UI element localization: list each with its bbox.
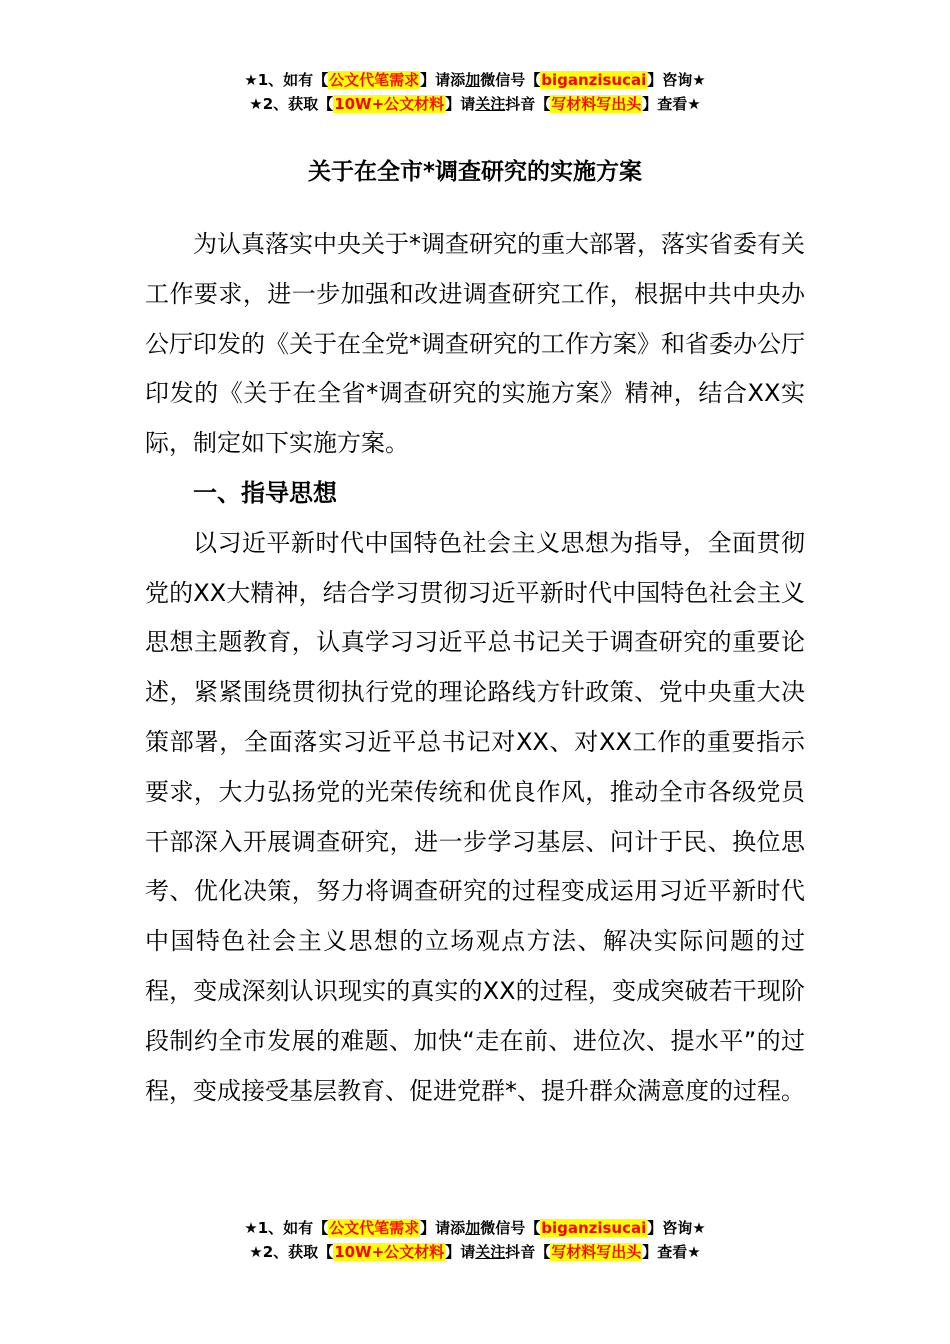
promo-text: 微信号【	[480, 71, 541, 89]
promo-text: 】查看★	[642, 95, 701, 113]
promo-text-underlined: 关注	[475, 1243, 506, 1261]
promo-highlight-service: 公文代笔需求	[329, 71, 420, 89]
promo-highlight-materials: 10W+公文材料	[334, 95, 445, 113]
document-body	[145, 220, 805, 1116]
document-title: 关于在全市*调查研究的实施方案	[307, 159, 643, 185]
promo-text: 微信号【	[480, 1219, 541, 1237]
promo-line-1	[0, 1216, 950, 1240]
promo-line-1	[0, 68, 950, 92]
promo-highlight-service: 公文代笔需求	[329, 1219, 420, 1237]
promo-text-underlined: 关注	[475, 95, 506, 113]
promo-text: 】请	[445, 1243, 476, 1261]
promo-text: 抖音【	[505, 1243, 551, 1261]
promo-banner-top	[0, 68, 950, 116]
promo-text: 】查看★	[642, 1243, 701, 1261]
section-heading-guiding-ideology: 一、指导思想	[193, 478, 337, 507]
paragraph-intro: 为认真落实中央关于*调查研究的重大部署，落实省委有关工作要求，进一步加强和改进调查研究工作，根据中共中央办公厅印发的《关于在全党*调查研究的工作方案》和省委办公厅印发的《关于在全省*调查研究的实施方案》精神，结合XX实际，制定如下实施方案。	[145, 230, 805, 458]
promo-line-2	[0, 1240, 950, 1264]
promo-text: 】请添	[420, 1219, 466, 1237]
promo-text: 】请添	[420, 71, 466, 89]
promo-banner-bottom	[0, 1216, 950, 1264]
promo-text: 抖音【	[505, 95, 551, 113]
promo-highlight-douyin-account: 写材料写出头	[551, 1243, 642, 1261]
promo-text-underlined: 加	[465, 71, 481, 89]
promo-highlight-wechat-id: biganzisucai	[541, 1219, 647, 1237]
promo-text: 】咨询★	[647, 71, 706, 89]
promo-text: ★1、如有【	[244, 71, 329, 89]
promo-text: 】请	[445, 95, 476, 113]
promo-text: ★2、获取【	[249, 95, 334, 113]
promo-highlight-materials: 10W+公文材料	[334, 1243, 445, 1261]
promo-text-underlined: 加	[465, 1219, 481, 1237]
paragraph-guiding-ideology: 以习近平新时代中国特色社会主义思想为指导，全面贯彻党的XX大精神，结合学习贯彻习近平新时代中国特色社会主义思想主题教育，认真学习习近平总书记关于调查研究的重要论述，紧紧围绕贯彻执行党的理论路线方针政策、党中央重大决策部署，全面落实习近平总书记对XX、对XX工作的重要指示要求，大力弘扬党的光荣传统和优良作风，推动全市各级党员干部深入开展调查研究，进一步学习基层、问计于民、换位思考、优化决策，努力将调查研究的过程变成运用习近平新时代中国特色社会主义思想的立场观点方法、解决实际问题的过程，变成深刻认识现实的真实的XX的过程，变成突破若干现阶段制约全市发展的难题、加快“走在前、进位次、提水平”的过程，变成接受基层教育、促进党群*、提升群众满意度的过程。	[145, 528, 805, 1105]
promo-text: 】咨询★	[647, 1219, 706, 1237]
promo-highlight-wechat-id: biganzisucai	[541, 71, 647, 89]
promo-line-2	[0, 92, 950, 116]
promo-text: ★1、如有【	[244, 1219, 329, 1237]
promo-text: ★2、获取【	[249, 1243, 334, 1261]
promo-highlight-douyin-account: 写材料写出头	[551, 95, 642, 113]
